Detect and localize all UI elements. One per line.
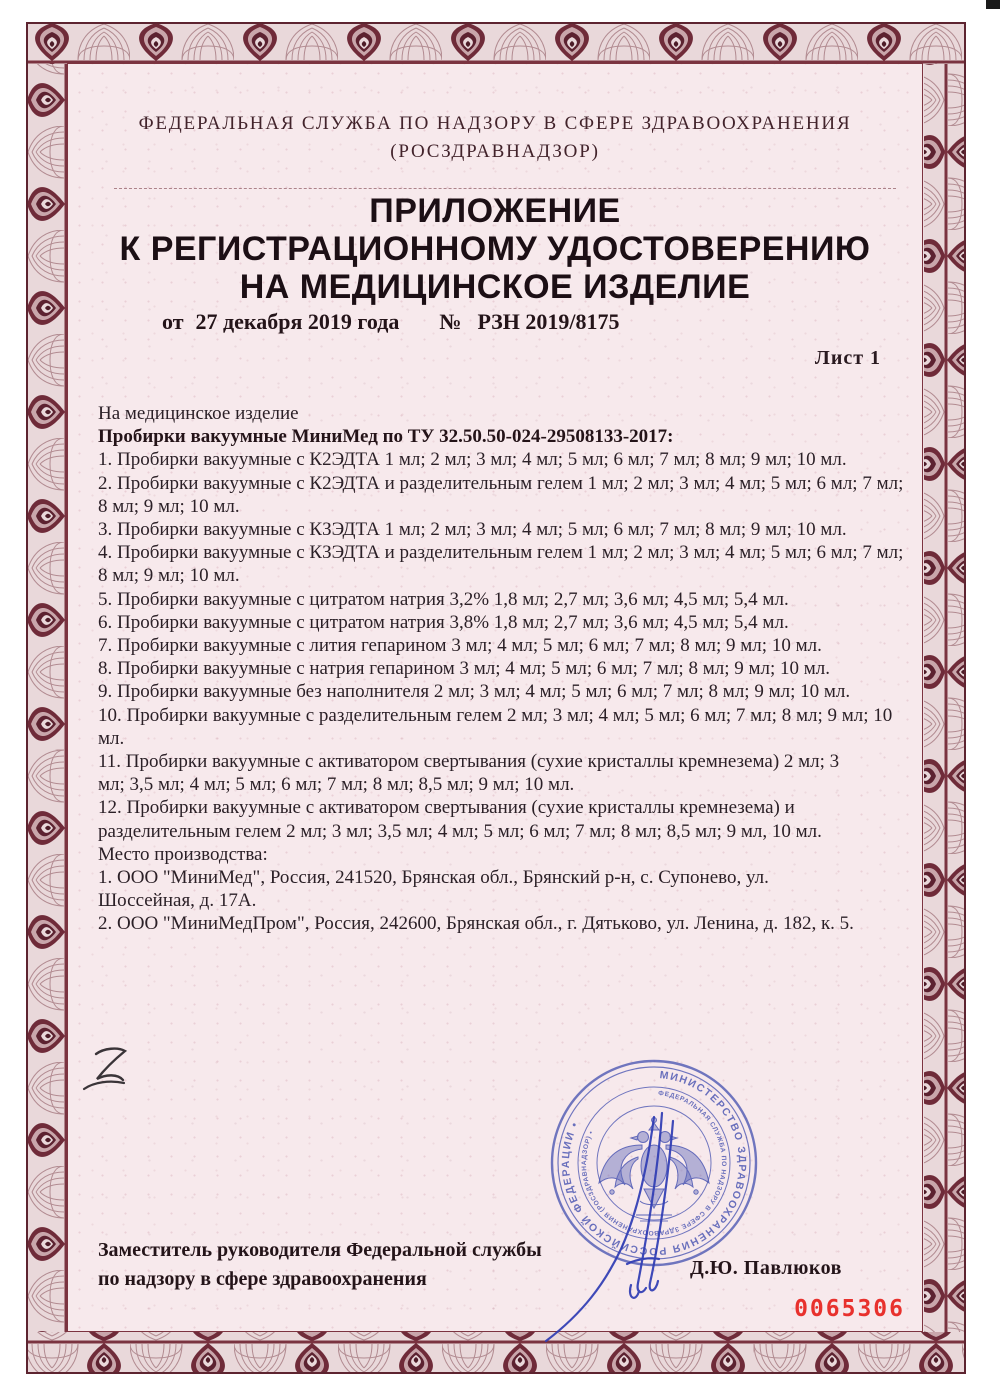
sheet-number: Лист 1: [814, 347, 882, 369]
list-item: 2. Пробирки вакуумные с К2ЭДТА и разделительным гелем 1 мл; 2 мл; 3 мл; 4 мл; 5 мл; 6 мл; 7 мл; 8 мл; 9 мл; 10 мл.: [98, 472, 904, 517]
signatory-title: [98, 1236, 542, 1294]
issue-date: 27 декабря 2019 года: [195, 309, 400, 334]
list-item: 7. Пробирки вакуумные с лития гепарином 3 мл; 4 мл; 5 мл; 6 мл; 7 мл; 8 мл; 9 мл; 10 мл.: [98, 635, 822, 657]
stamp-inner-text: ФЕДЕРАЛЬНАЯ СЛУЖБА ПО НАДЗОРУ В СФЕРЕ ЗДРАВООХРАНЕНИЯ (РОСЗДРАВНАДЗОР) •: [580, 1090, 728, 1237]
date-and-number-row: [162, 309, 620, 335]
list-item: 5. Пробирки вакуумные с цитратом натрия 3,2% 1,8 мл; 2,7 мл; 3,6 мл; 4,5 мл; 5,4 мл.: [98, 588, 789, 610]
certificate-body: [67, 63, 923, 1332]
date-prefix: от: [162, 309, 184, 334]
list-item: 6. Пробирки вакуумные с цитратом натрия 3,8% 1,8 мл; 2,7 мл; 3,6 мл; 4,5 мл; 5,4 мл.: [98, 611, 789, 633]
list-item: 1. Пробирки вакуумные с К2ЭДТА 1 мл; 2 мл; 3 мл; 4 мл; 5 мл; 6 мл; 7 мл; 8 мл; 9 мл; 10 мл.: [98, 449, 847, 471]
title-line-1: ПРИЛОЖЕНИЕ: [369, 192, 621, 230]
body-text: [98, 402, 910, 936]
handwritten-mark: [80, 1042, 144, 1098]
document-title: [68, 192, 922, 306]
agency-short-name: (РОСЗДРАВНАДЗОР): [390, 141, 600, 162]
signature-ink: [546, 1113, 673, 1341]
list-item: 4. Пробирки вакуумные с КЗЭДТА и разделительным гелем 1 мл; 2 мл; 3 мл; 4 мл; 5 мл; 6 мл; 7 мл; 8 мл; 9 мл; 10 мл.: [98, 542, 904, 587]
list-item: 11. Пробирки вакуумные с активатором свертывания (сухие кристаллы кремнезема) 2 мл; 3 мл; 3,5 мл; 4 мл; 5 мл; 6 мл; 7 мл; 8 мл; 8,5 мл; 9 мл; 10 мл.: [98, 751, 840, 796]
signatory-title-line-1: Заместитель руководителя Федеральной службы: [98, 1239, 542, 1261]
scan-artifact: [986, 0, 1000, 9]
svg-text:МИНИСТЕРСТВО ЗДРАВООХРАНЕНИЯ Р: [560, 1069, 748, 1257]
list-item: 12. Пробирки вакуумные с активатором свертывания (сухие кристаллы кремнезема) и разделительным гелем 2 мл; 3 мл; 3,5 мл; 4 мл; 5 мл; 6 мл; 7 мл; 8 мл; 8,5 мл; 9 мл, 10 мл.: [98, 797, 822, 842]
title-line-3: НА МЕДИЦИНСКОЕ ИЗДЕЛИЕ: [239, 268, 751, 306]
list-item: 10. Пробирки вакуумные с разделительным гелем 2 мл; 3 мл; 4 мл; 5 мл; 6 мл; 7 мл; 8 мл; 9 мл; 10 мл.: [98, 704, 893, 749]
signatory-name: Д.Ю. Павлюков: [690, 1257, 842, 1279]
production-site: 2. ООО "МиниМедПром", Россия, 242600, Брянская обл., г. Дятьково, ул. Ленина, д. 182, к. 5.: [98, 913, 854, 935]
number-sign: №: [439, 309, 462, 334]
intro-line: На медицинское изделие: [98, 403, 299, 424]
issuing-agency: [68, 110, 922, 166]
serial-number: 0065306: [794, 1296, 905, 1322]
eagle-emblem: [599, 1118, 709, 1209]
stamp-outer-text: МИНИСТЕРСТВО ЗДРАВООХРАНЕНИЯ РОССИЙСКОЙ ФЕДЕРАЦИИ •: [559, 1069, 749, 1258]
signatory-title-line-2: по надзору в сфере здравоохранения: [98, 1268, 427, 1290]
production-site: 1. ООО "МиниМед", Россия, 241520, Брянская обл., Брянский р-н, с. Супонево, ул. Шоссейная, д. 17А.: [98, 867, 769, 912]
list-item: 9. Пробирки вакуумные без наполнителя 2 мл; 3 мл; 4 мл; 5 мл; 6 мл; 7 мл; 8 мл; 9 мл; 10 мл.: [98, 681, 851, 703]
product-title: Пробирки вакуумные МиниМед по ТУ 32.50.50-024-29508133-2017:: [98, 426, 674, 448]
list-item: 8. Пробирки вакуумные с натрия гепарином 3 мл; 4 мл; 5 мл; 6 мл; 7 мл; 8 мл; 9 мл; 10 мл.: [98, 658, 831, 680]
agency-name: ФЕДЕРАЛЬНАЯ СЛУЖБА ПО НАДЗОРУ В СФЕРЕ ЗДРАВООХРАНЕНИЯ: [138, 113, 852, 134]
production-heading: Место производства:: [98, 843, 268, 865]
svg-text:ФЕДЕРАЛЬНАЯ СЛУЖБА ПО НАДЗОРУ: [581, 1090, 727, 1236]
list-item: 3. Пробирки вакуумные с КЗЭДТА 1 мл; 2 мл; 3 мл; 4 мл; 5 мл; 6 мл; 7 мл; 8 мл; 9 мл; 10 мл.: [98, 519, 847, 541]
title-line-2: К РЕГИСТРАЦИОННОМУ УДОСТОВЕРЕНИЮ: [119, 230, 871, 268]
separator-line: [114, 188, 896, 189]
registration-number: РЗН 2019/8175: [477, 309, 620, 334]
